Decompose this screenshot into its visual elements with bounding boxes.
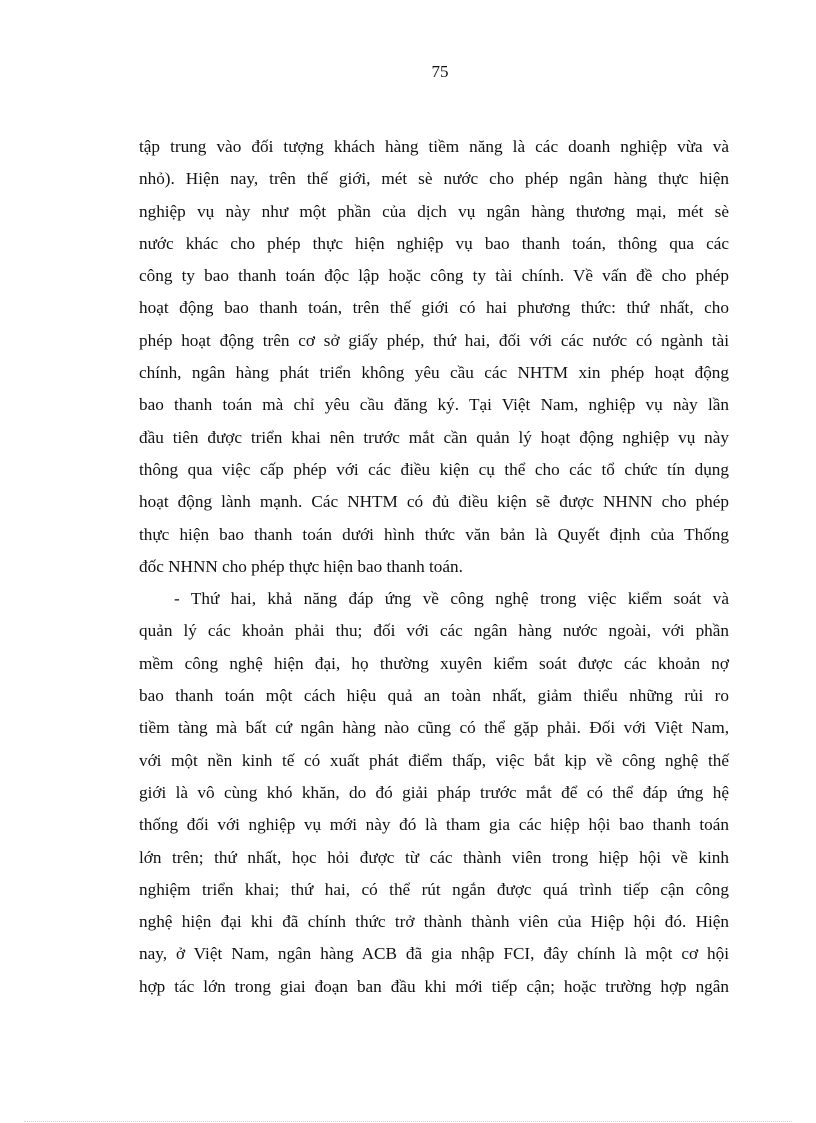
text-line: nay, ở Việt Nam, ngân hàng ACB đã gia nhập FCI, đây chính là một cơ hội (139, 944, 729, 964)
text-line: bao thanh toán mà chỉ yêu cầu đăng ký. Tại Việt Nam, nghiệp vụ này lần (139, 395, 729, 415)
text-line: hợp tác lớn trong giai đoạn ban đầu khi mới tiếp cận; hoặc trường hợp ngân (139, 976, 729, 996)
text-line: hoạt động bao thanh toán, trên thế giới có hai phương thức: thứ nhất, cho (139, 298, 729, 318)
text-line: - Thứ hai, khả năng đáp ứng về công nghệ trong việc kiểm soát và (174, 589, 729, 609)
page-bottom-rule (24, 1121, 792, 1122)
text-line: phép hoạt động trên cơ sở giấy phép, thứ hai, đối với các nước có ngành tài (139, 330, 729, 350)
text-line: giới là vô cùng khó khăn, do đó giải pháp trước mắt để có thể đáp ứng hệ (139, 782, 729, 802)
text-line: công ty bao thanh toán độc lập hoặc công ty tài chính. Về vấn đề cho phép (139, 266, 729, 286)
text-line: tập trung vào đối tượng khách hàng tiềm năng là các doanh nghiệp vừa và (139, 137, 729, 156)
text-line: đốc NHNN cho phép thực hiện bao thanh toán. (139, 556, 463, 576)
text-line: bao thanh toán một cách hiệu quả an toàn nhất, giảm thiểu những rủi ro (139, 686, 729, 706)
text-line: nhỏ). Hiện nay, trên thế giới, mét sè nước cho phép ngân hàng thực hiện (139, 169, 729, 189)
text-line: nghiệm triển khai; thứ hai, có thể rút ngắn được quá trình tiếp cận công (139, 879, 729, 899)
text-line: với một nền kinh tế có xuất phát điểm thấp, việc bắt kịp về công nghệ thế (139, 750, 729, 770)
text-line: hoạt động lành mạnh. Các NHTM có đủ điều kiện sẽ được NHNN cho phép (139, 492, 729, 512)
text-line: lớn trên; thứ nhất, học hỏi được từ các thành viên trong hiệp hội về kinh (139, 847, 729, 867)
text-line: thông qua việc cấp phép với các điều kiện cụ thể cho các tổ chức tín dụng (139, 459, 729, 479)
document-body (139, 131, 729, 1003)
text-line: nghiệp vụ này như một phần của dịch vụ ngân hàng thương mại, mét sè (139, 201, 729, 221)
text-line: đầu tiên được triển khai nên trước mắt cần quản lý hoạt động nghiệp vụ này (139, 427, 729, 447)
page-number: 75 (431, 62, 449, 81)
text-line: nghệ hiện đại khi đã chính thức trở thành thành viên của Hiệp hội đó. Hiện (139, 912, 729, 932)
text-line: mềm công nghệ hiện đại, họ thường xuyên kiểm soát được các khoản nợ (139, 653, 729, 673)
text-line: chính, ngân hàng phát triển không yêu cầu các NHTM xin phép hoạt động (139, 363, 729, 383)
text-line: thực hiện bao thanh toán dưới hình thức văn bản là Quyết định của Thống (139, 524, 729, 544)
text-line: nước khác cho phép thực hiện nghiệp vụ bao thanh toán, thông qua các (139, 233, 729, 253)
text-line: tiềm tàng mà bất cứ ngân hàng nào cũng có thể gặp phải. Đối với Việt Nam, (139, 718, 729, 738)
text-line: thống đối với nghiệp vụ mới này đó là tham gia các hiệp hội bao thanh toán (139, 815, 729, 835)
text-line: quản lý các khoản phải thu; đối với các ngân hàng nước ngoài, với phần (139, 621, 729, 641)
